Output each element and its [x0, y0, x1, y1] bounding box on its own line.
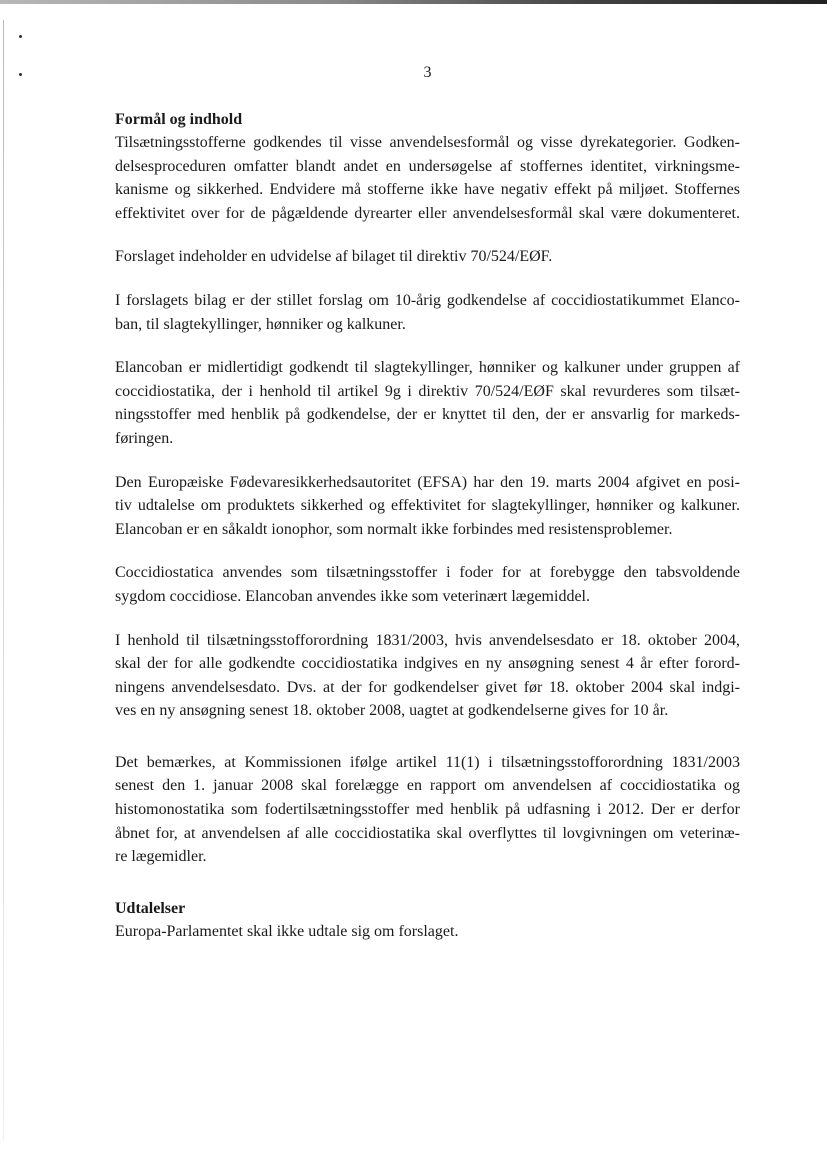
text-line: Den Europæiske Fødevaresikkerhedsautoritet (EFSA) har den 19. marts 2004 afgivet en posi-	[115, 473, 740, 491]
paragraph	[115, 751, 740, 869]
paragraph	[115, 356, 740, 450]
text-line: ningens anvendelsesdato. Dvs. at der for godkendelser givet før 18. oktober 2004 skal indgi-	[115, 678, 740, 696]
section-formaal-og-indhold	[115, 108, 740, 869]
section-udtalelser	[115, 897, 740, 944]
text-line: ningsstoffer med henblik på godkendelse, der er knyttet til den, der er ansvarlig for markeds-	[115, 406, 740, 424]
text-line: Forslaget indeholder en udvidelse af bilaget til direktiv 70/524/EØF.	[115, 248, 553, 266]
text-line: I henhold til tilsætningsstofforordning 1831/2003, hvis anvendelsesdato er 18. oktober 2004,	[115, 631, 740, 649]
scan-speck	[19, 35, 22, 38]
document-body	[115, 108, 740, 943]
section-heading: Udtalelser	[115, 899, 186, 917]
text-line: Europa-Parlamentet skal ikke udtale sig om forslaget.	[115, 922, 459, 940]
scan-edge-top	[0, 0, 827, 4]
text-line: ves en ny ansøgning senest 18. oktober 2008, uagtet at godkendelserne gives for 10 år.	[115, 702, 669, 720]
paragraph	[115, 629, 740, 723]
scan-edge-left	[3, 20, 4, 1140]
text-line: re lægemidler.	[115, 848, 207, 866]
text-line: Tilsætningsstofferne godkendes til visse anvendelsesformål og visse dyrekategorier. Godken-	[115, 134, 740, 151]
text-line: tiv udtalelse om produktets sikkerhed og effektivitet for slagtekyllinger, hønniker og kalkuner.	[115, 497, 740, 515]
page-number: 3	[423, 64, 432, 81]
text-line: føringen.	[115, 429, 174, 447]
text-line: senest den 1. januar 2008 skal forelægge en rapport om anvendelsen af coccidiostatika og	[115, 777, 740, 795]
text-line: kanisme og sikkerhed. Endvidere må stofferne ikke have negativ effekt på miljøet. Stoffernes	[115, 181, 740, 199]
text-line: histomonostatika som fodertilsætningsstoffer med henblik på udfasning i 2012. Der er derfor	[115, 801, 740, 819]
text-line: ban, til slagtekyllinger, hønniker og kalkuner.	[115, 315, 406, 333]
paragraph	[115, 471, 740, 542]
text-line: sygdom coccidiose. Elancoban anvendes ikke som veterinært lægemiddel.	[115, 587, 590, 605]
paragraph	[115, 131, 740, 225]
text-line: I forslagets bilag er der stillet forslag om 10-årig godkendelse af coccidiostatikummet Elanco-	[115, 291, 740, 309]
text-line: åbnet for, at anvendelsen af alle coccidiostatika skal overflyttes til lovgivningen om veterinæ-	[115, 824, 740, 842]
text-line: Elancoban er en såkaldt ionophor, som normalt ikke forbindes med resistensproblemer.	[115, 520, 673, 538]
text-line: coccidiostatika, der i henhold til artikel 9g i direktiv 70/524/EØF skal revurderes som tilsæt-	[115, 382, 740, 400]
text-line: skal der for alle godkendte coccidiostatika indgives en ny ansøgning senest 4 år efter forord-	[115, 655, 740, 673]
paragraph	[115, 561, 740, 608]
text-line: Det bemærkes, at Kommissionen ifølge artikel 11(1) i tilsætningsstofforordning 1831/2003	[115, 753, 740, 771]
paragraph	[115, 920, 740, 944]
paragraph	[115, 245, 740, 269]
section-heading: Formål og indhold	[115, 111, 243, 128]
text-line: delsesproceduren omfatter blandt andet en undersøgelse af stoffernes identitet, virkningsme-	[115, 157, 740, 175]
text-line: Coccidiostatica anvendes som tilsætningsstoffer i foder for at forebygge den tabsvoldende	[115, 564, 740, 582]
paragraph	[115, 289, 740, 336]
text-line: Elancoban er midlertidigt godkendt til slagtekyllinger, hønniker og kalkuner under gruppen af	[115, 359, 740, 377]
text-line: effektivitet over for de pågældende dyrearter eller anvendelsesformål skal være dokumenteret.	[115, 204, 740, 222]
